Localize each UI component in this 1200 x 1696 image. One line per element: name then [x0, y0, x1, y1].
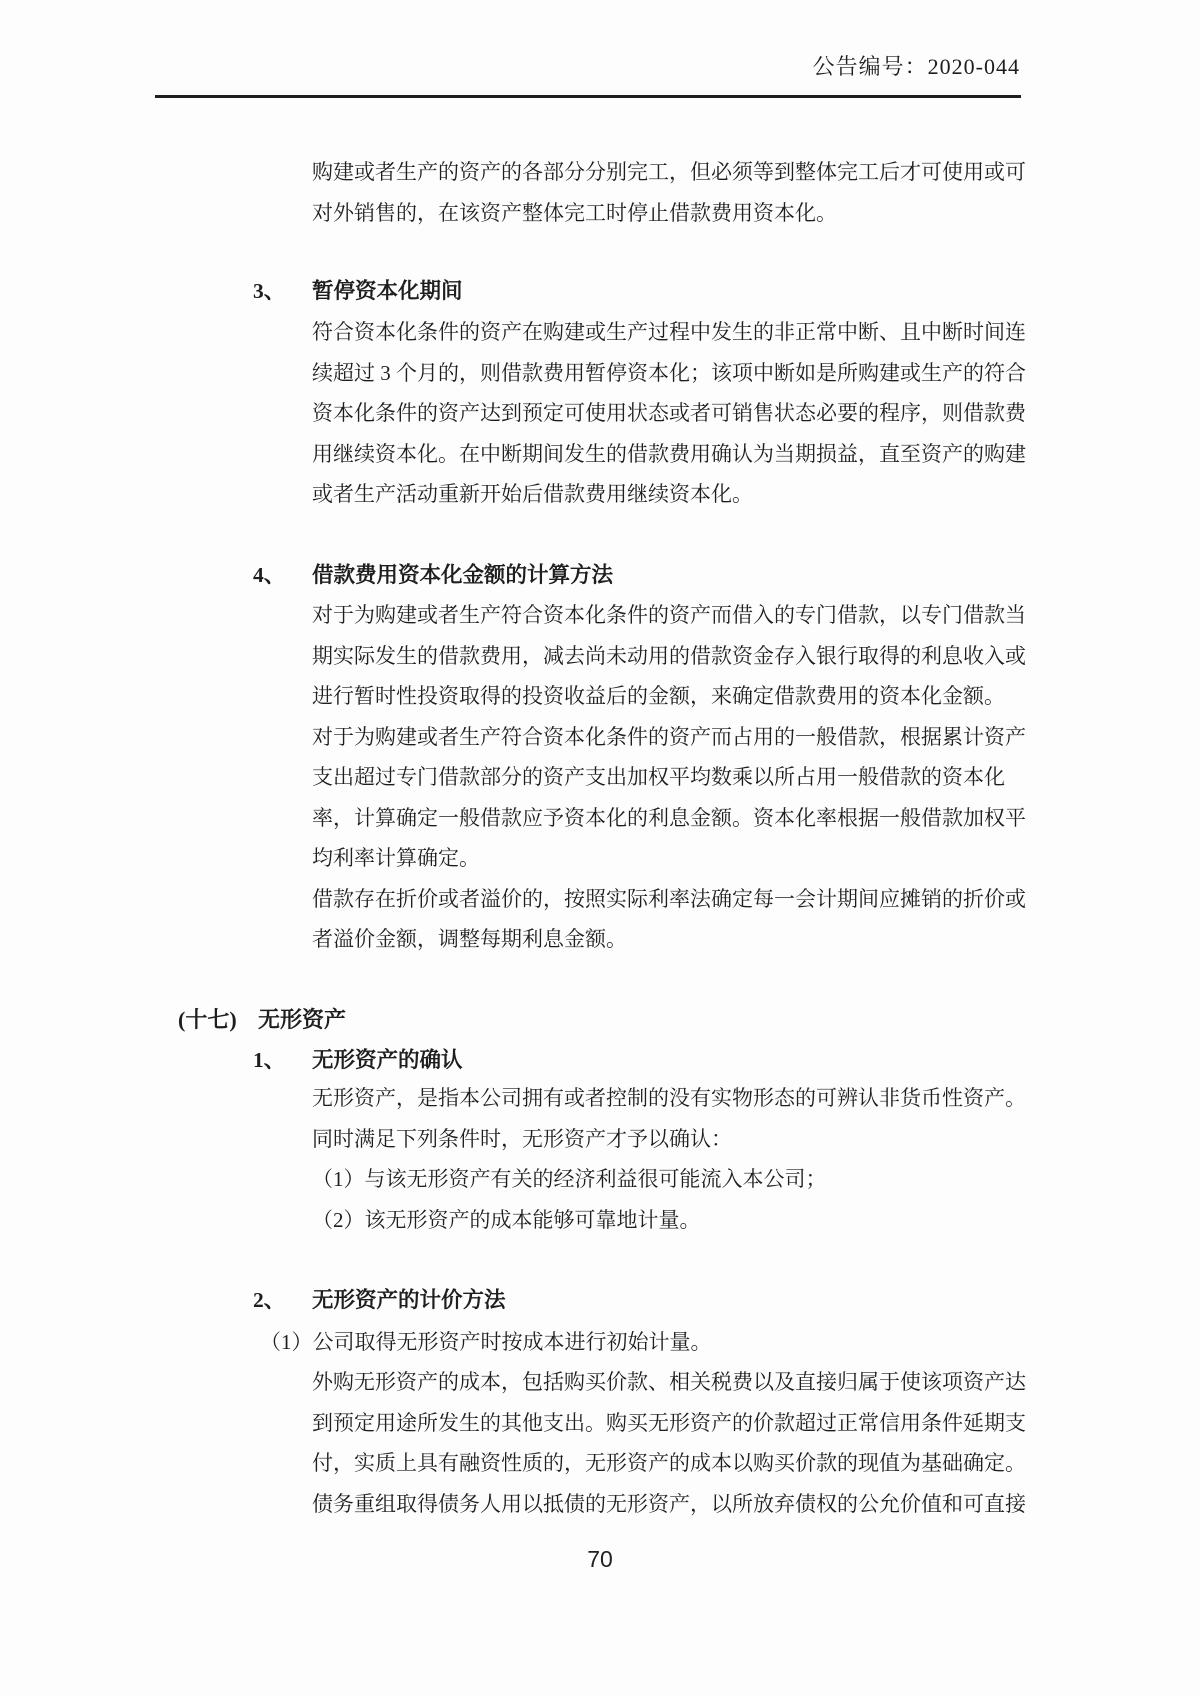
- paragraph-line: 续超过 3 个月的，则借款费用暂停资本化；该项中断如是所购建或生产的符合: [312, 360, 1026, 385]
- paragraph-line: 对于为购建或者生产符合资本化条件的资产而借入的专门借款，以专门借款当: [312, 603, 1026, 627]
- paragraph-line: 购建或者生产的资产的各部分分别完工，但必须等到整体完工后才可使用或可: [312, 160, 1026, 184]
- paragraph-line: 同时满足下列条件时，无形资产才予以确认：: [312, 1126, 732, 1151]
- paragraph-line: 或者生产活动重新开始后借款费用继续资本化。: [312, 482, 753, 506]
- section-heading-4: [253, 555, 613, 596]
- paragraph-line: 到预定用途所发生的其他支出。购买无形资产的价款超过正常信用条件延期支: [312, 1410, 1026, 1435]
- paragraph-line: 均利率计算确定。: [312, 846, 480, 870]
- section-heading-3: [253, 271, 463, 312]
- paragraph-line: 资本化条件的资产达到预定可使用状态或者可销售状态必要的程序，则借款费: [312, 401, 1026, 425]
- section-number: 4、: [253, 563, 286, 587]
- paragraph-line: 支出超过专门借款部分的资产支出加权平均数乘以所占用一般借款的资本化: [312, 765, 1005, 789]
- paragraph-sec3: [312, 312, 1026, 515]
- paragraph-line: 外购无形资产的成本，包括购买价款、相关税费以及直接归属于使该项资产达: [312, 1370, 1026, 1394]
- section-number: (十七): [178, 1007, 237, 1032]
- paragraph-line: 用继续资本化。在中断期间发生的借款费用确认为当期损益，直至资产的购建: [312, 441, 1026, 466]
- paragraph-sec17-2: [312, 1362, 1026, 1524]
- section-title: 暂停资本化期间: [312, 279, 463, 303]
- paragraph-line: 符合资本化条件的资产在购建或生产过程中发生的非正常中断、且中断时间连: [312, 320, 1026, 344]
- paragraph-line: 期实际发生的借款费用，减去尚未动用的借款资金存入银行取得的利息收入或: [312, 643, 1026, 668]
- paragraph-line: 对于为购建或者生产符合资本化条件的资产而占用的一般借款，根据累计资产: [312, 724, 1026, 749]
- section-number: 2、: [253, 1288, 286, 1312]
- header-rule: [155, 95, 1021, 98]
- doc-number: 公告编号：2020-044: [812, 54, 1020, 79]
- section-title: 借款费用资本化金额的计算方法: [312, 563, 614, 587]
- paragraph-line: 进行暂时性投资取得的投资收益后的金额，来确定借款费用的资本化金额。: [312, 684, 1005, 708]
- paragraph-line: 债务重组取得债务人用以抵债的无形资产，以所放弃债权的公允价值和可直接: [312, 1491, 1026, 1516]
- section-number: 3、: [253, 279, 286, 303]
- list-item-line: （2）该无形资产的成本能够可靠地计量。: [312, 1207, 701, 1232]
- paragraph-intro: [312, 152, 1026, 233]
- list-item-line: （1）与该无形资产有关的经济利益很可能流入本公司；: [312, 1167, 827, 1191]
- list-item-line: （1）公司取得无形资产时按成本进行初始计量。: [260, 1330, 712, 1354]
- section-number: 1、: [253, 1048, 286, 1072]
- paragraph-line: 率，计算确定一般借款应予资本化的利息金额。资本化率根据一般借款加权平: [312, 805, 1026, 830]
- section-title: 无形资产的确认: [312, 1048, 463, 1072]
- paragraph-line: 借款存在折价或者溢价的，按照实际利率法确定每一会计期间应摊销的折价或: [312, 886, 1026, 911]
- paragraph-line: 对外销售的，在该资产整体完工时停止借款费用资本化。: [312, 200, 837, 225]
- section-heading-17-1: [253, 1040, 463, 1081]
- section-heading-17: [178, 1000, 346, 1041]
- section-title: 无形资产的计价方法: [312, 1288, 506, 1312]
- paragraph-line: 者溢价金额，调整每期利息金额。: [312, 927, 627, 951]
- paragraph-sec4: [312, 595, 1026, 960]
- paragraph-line: 付，实质上具有融资性质的，无形资产的成本以购买价款的现值为基础确定。: [312, 1451, 1026, 1475]
- page-number: 70: [587, 1546, 613, 1572]
- section-title: 无形资产: [258, 1007, 347, 1032]
- paragraph-sec17-1: [312, 1078, 1026, 1240]
- paragraph-line: 无形资产，是指本公司拥有或者控制的没有实物形态的可辨认非货币性资产。: [312, 1086, 1026, 1110]
- section-heading-17-2: [253, 1280, 506, 1321]
